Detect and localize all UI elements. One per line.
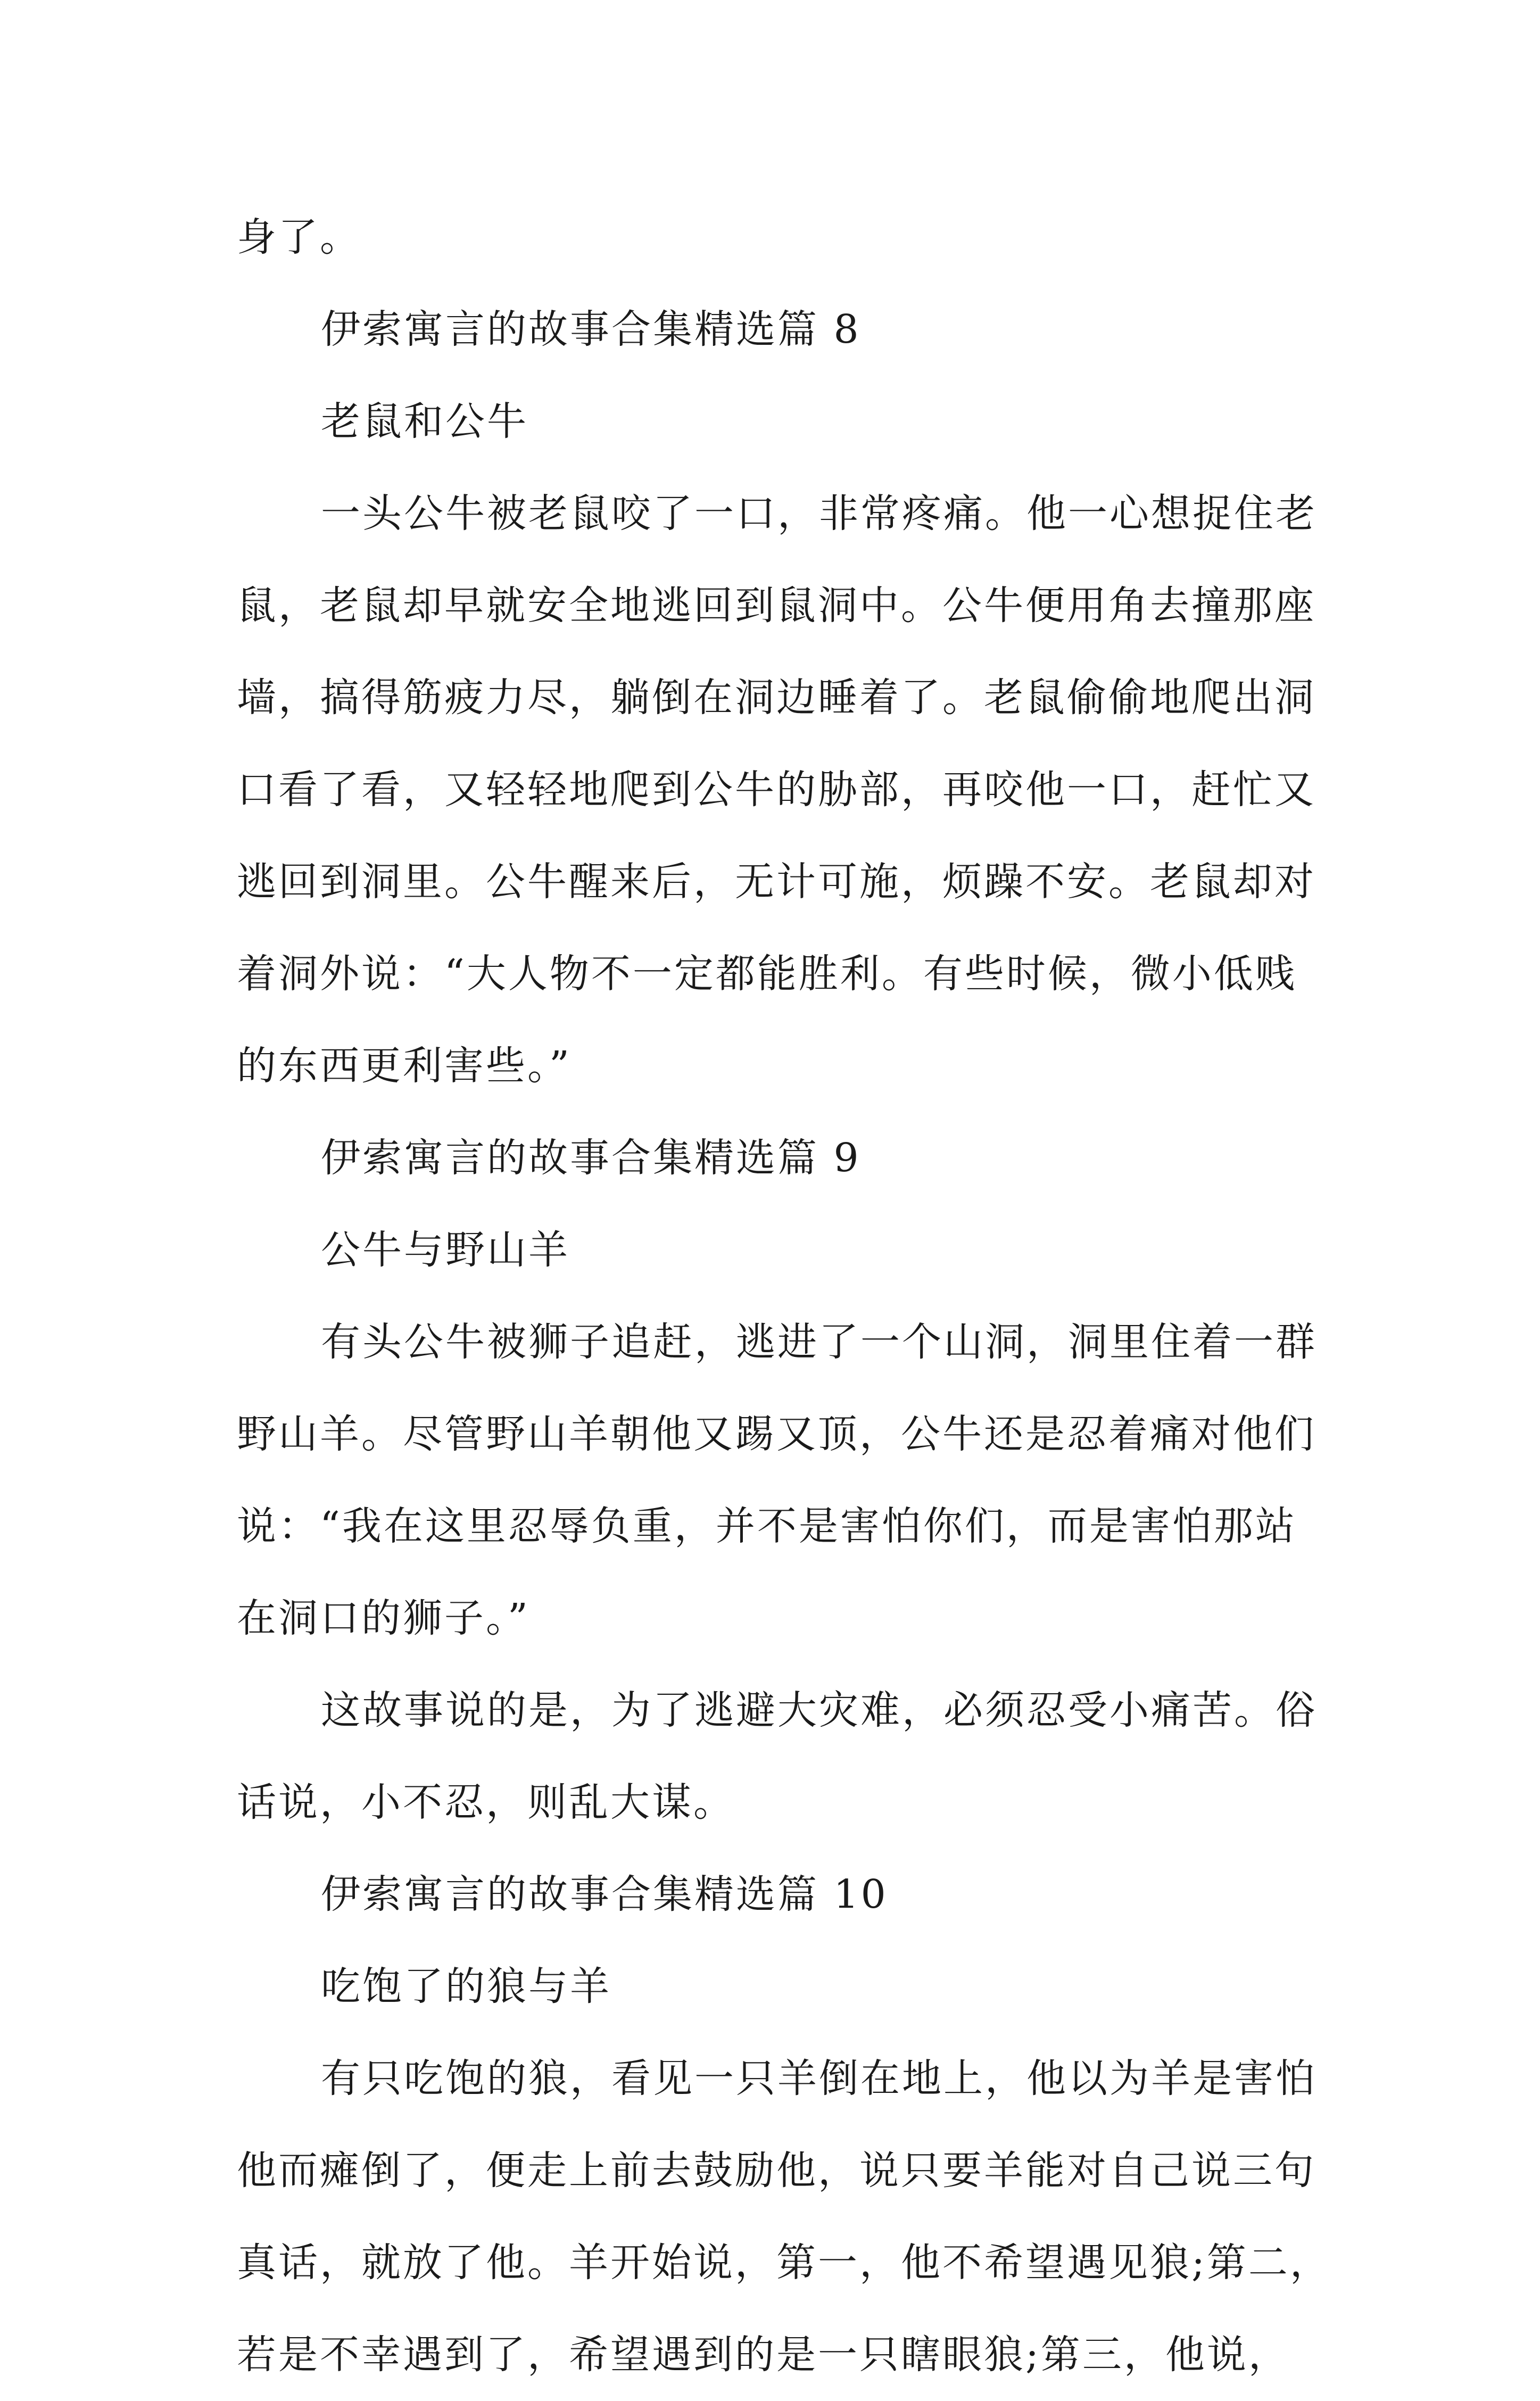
text-line-1: 身了。 <box>237 214 361 260</box>
story-title-mouse-and-bull: 老鼠和公牛 <box>321 399 528 444</box>
section-heading-9: 伊索寓言的故事合集精选篇 9 <box>321 1135 861 1181</box>
paragraph-line: 他而瘫倒了，便走上前去鼓励他，说只要羊能对自己说三句 <box>237 2148 1316 2193</box>
paragraph-line: 着洞外说：“大人物不一定都能胜利。有些时候，微小低贱 <box>237 951 1297 997</box>
story-title-wolf-and-sheep: 吃饱了的狼与羊 <box>321 1964 611 2009</box>
section-heading-10: 伊索寓言的故事合集精选篇 10 <box>321 1872 888 1917</box>
paragraph-line: 鼠，老鼠却早就安全地逃回到鼠洞中。公牛便用角去撞那座 <box>237 583 1316 628</box>
paragraph-line: 墙，搞得筋疲力尽，躺倒在洞边睡着了。老鼠偷偷地爬出洞 <box>237 675 1316 721</box>
paragraph-line: 若是不幸遇到了，希望遇到的是一只瞎眼狼;第三，他说， <box>237 2332 1290 2378</box>
paragraph-line: 的东西更利害些。” <box>237 1043 572 1089</box>
story-title-bull-and-goats: 公牛与野山羊 <box>321 1227 570 1273</box>
paragraph-line: 这故事说的是，为了逃避大灾难，必须忍受小痛苦。俗 <box>321 1687 1317 1733</box>
paragraph-line: 在洞口的狮子。” <box>237 1595 530 1641</box>
paragraph-line: 说：“我在这里忍辱负重，并不是害怕你们，而是害怕那站 <box>237 1503 1297 1549</box>
section-heading-8: 伊索寓言的故事合集精选篇 8 <box>321 307 861 352</box>
paragraph-line: 逃回到洞里。公牛醒来后，无计可施，烦躁不安。老鼠却对 <box>237 859 1316 905</box>
paragraph-line: 话说，小不忍，则乱大谋。 <box>237 1779 735 1825</box>
paragraph-line: 有头公牛被狮子追赶，逃进了一个山洞，洞里住着一群 <box>321 1319 1317 1365</box>
paragraph-line: 真话，就放了他。羊开始说，第一，他不希望遇见狼;第二， <box>237 2240 1331 2286</box>
paragraph-line: 野山羊。尽管野山羊朝他又踢又顶，公牛还是忍着痛对他们 <box>237 1411 1316 1457</box>
paragraph-line: 口看了看，又轻轻地爬到公牛的胁部，再咬他一口，赶忙又 <box>237 767 1316 813</box>
paragraph-line: 有只吃饱的狼，看见一只羊倒在地上，他以为羊是害怕 <box>321 2056 1317 2101</box>
paragraph-line: 一头公牛被老鼠咬了一口，非常疼痛。他一心想捉住老 <box>321 491 1317 536</box>
